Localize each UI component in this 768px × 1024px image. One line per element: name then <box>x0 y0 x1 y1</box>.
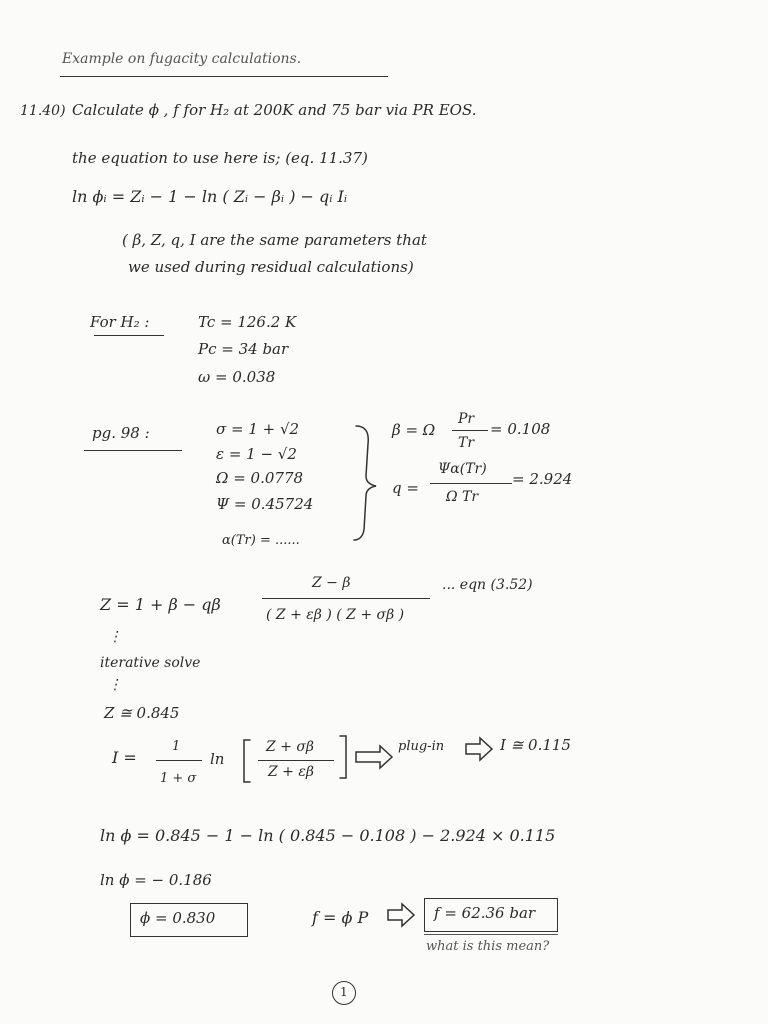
q-num: Ψα(Tr) <box>438 461 487 477</box>
question-note: what is this mean? <box>426 939 550 954</box>
z-eq-num: Z − β <box>312 575 351 591</box>
i-eq-num1: 1 <box>172 739 181 754</box>
problem-number: 11.40) <box>20 103 66 119</box>
i-eq-num2: Z + σβ <box>266 739 315 755</box>
problem-statement: Calculate ϕ , f for H₂ at 200K and 75 bar via PR EOS. <box>72 101 477 119</box>
beta-lhs: β = Ω <box>392 421 436 439</box>
z-result: Z ≅ 0.845 <box>104 704 180 722</box>
phi-result: ϕ = 0.830 <box>140 909 216 927</box>
i-eq-ln: ln <box>210 750 225 768</box>
ln-phi-step-2: ln ϕ = − 0.186 <box>100 871 212 889</box>
equation: ln ϕᵢ = Zᵢ − 1 − ln ( Zᵢ − βᵢ ) − qᵢ Iᵢ <box>72 187 348 206</box>
pr-psi: Ψ = 0.45724 <box>216 495 314 513</box>
dots-2: ⋮ <box>108 677 122 693</box>
q-lhs: q = <box>392 479 419 497</box>
q-rhs: = 2.924 <box>512 470 573 488</box>
page-title: Example on fugacity calculations. <box>62 51 302 67</box>
q-den: Ω Tr <box>446 489 479 505</box>
dots-1: ⋮ <box>108 629 122 645</box>
page-number: 1 <box>340 985 348 999</box>
ln-phi-step-1: ln ϕ = 0.845 − 1 − ln ( 0.845 − 0.108 ) − 2.924 × 0.115 <box>100 826 556 845</box>
i-eq-den2: Z + εβ <box>268 764 314 780</box>
z-eq-reference: ... eqn (3.52) <box>442 577 533 593</box>
h2-omega: ω = 0.038 <box>198 368 276 386</box>
i-result: I ≅ 0.115 <box>500 736 571 754</box>
f-equation: f = ϕ P <box>312 908 369 927</box>
z-eq-lhs: Z = 1 + β − qβ <box>100 595 221 614</box>
pr-omega: Ω = 0.0778 <box>216 469 304 487</box>
note-line-1: ( β, Z, q, I are the same parameters that <box>122 231 427 249</box>
arrow-right-icon <box>388 904 414 926</box>
note-line-2: we used during residual calculations) <box>128 258 414 276</box>
beta-num: Pr <box>458 411 475 427</box>
right-bracket-icon <box>340 736 346 778</box>
iterative-solve: iterative solve <box>100 655 201 671</box>
pr-alpha: α(Tr) = ...... <box>222 533 300 548</box>
z-eq-den: ( Z + εβ ) ( Z + σβ ) <box>266 607 405 623</box>
pr-epsilon: ε = 1 − √2 <box>216 445 297 463</box>
curly-brace-icon <box>354 426 376 540</box>
i-eq-den1: 1 + σ <box>160 771 197 786</box>
beta-rhs: = 0.108 <box>490 420 551 438</box>
pr-sigma: σ = 1 + √2 <box>216 420 300 438</box>
f-result: f = 62.36 bar <box>434 904 536 922</box>
h2-tc: Tc = 126.2 K <box>198 313 297 331</box>
left-bracket-icon <box>244 740 250 782</box>
i-eq-lhs: I = <box>112 748 137 767</box>
h2-pc: Pc = 34 bar <box>198 340 289 358</box>
pg-label: pg. 98 : <box>92 424 150 442</box>
h2-label: For H₂ : <box>90 313 150 331</box>
equation-intro: the equation to use here is; (eq. 11.37) <box>72 149 368 167</box>
beta-den: Tr <box>458 435 475 451</box>
arrow-right-icon <box>466 738 492 760</box>
plug-in-label: plug-in <box>398 739 445 754</box>
arrow-right-icon <box>356 746 392 768</box>
